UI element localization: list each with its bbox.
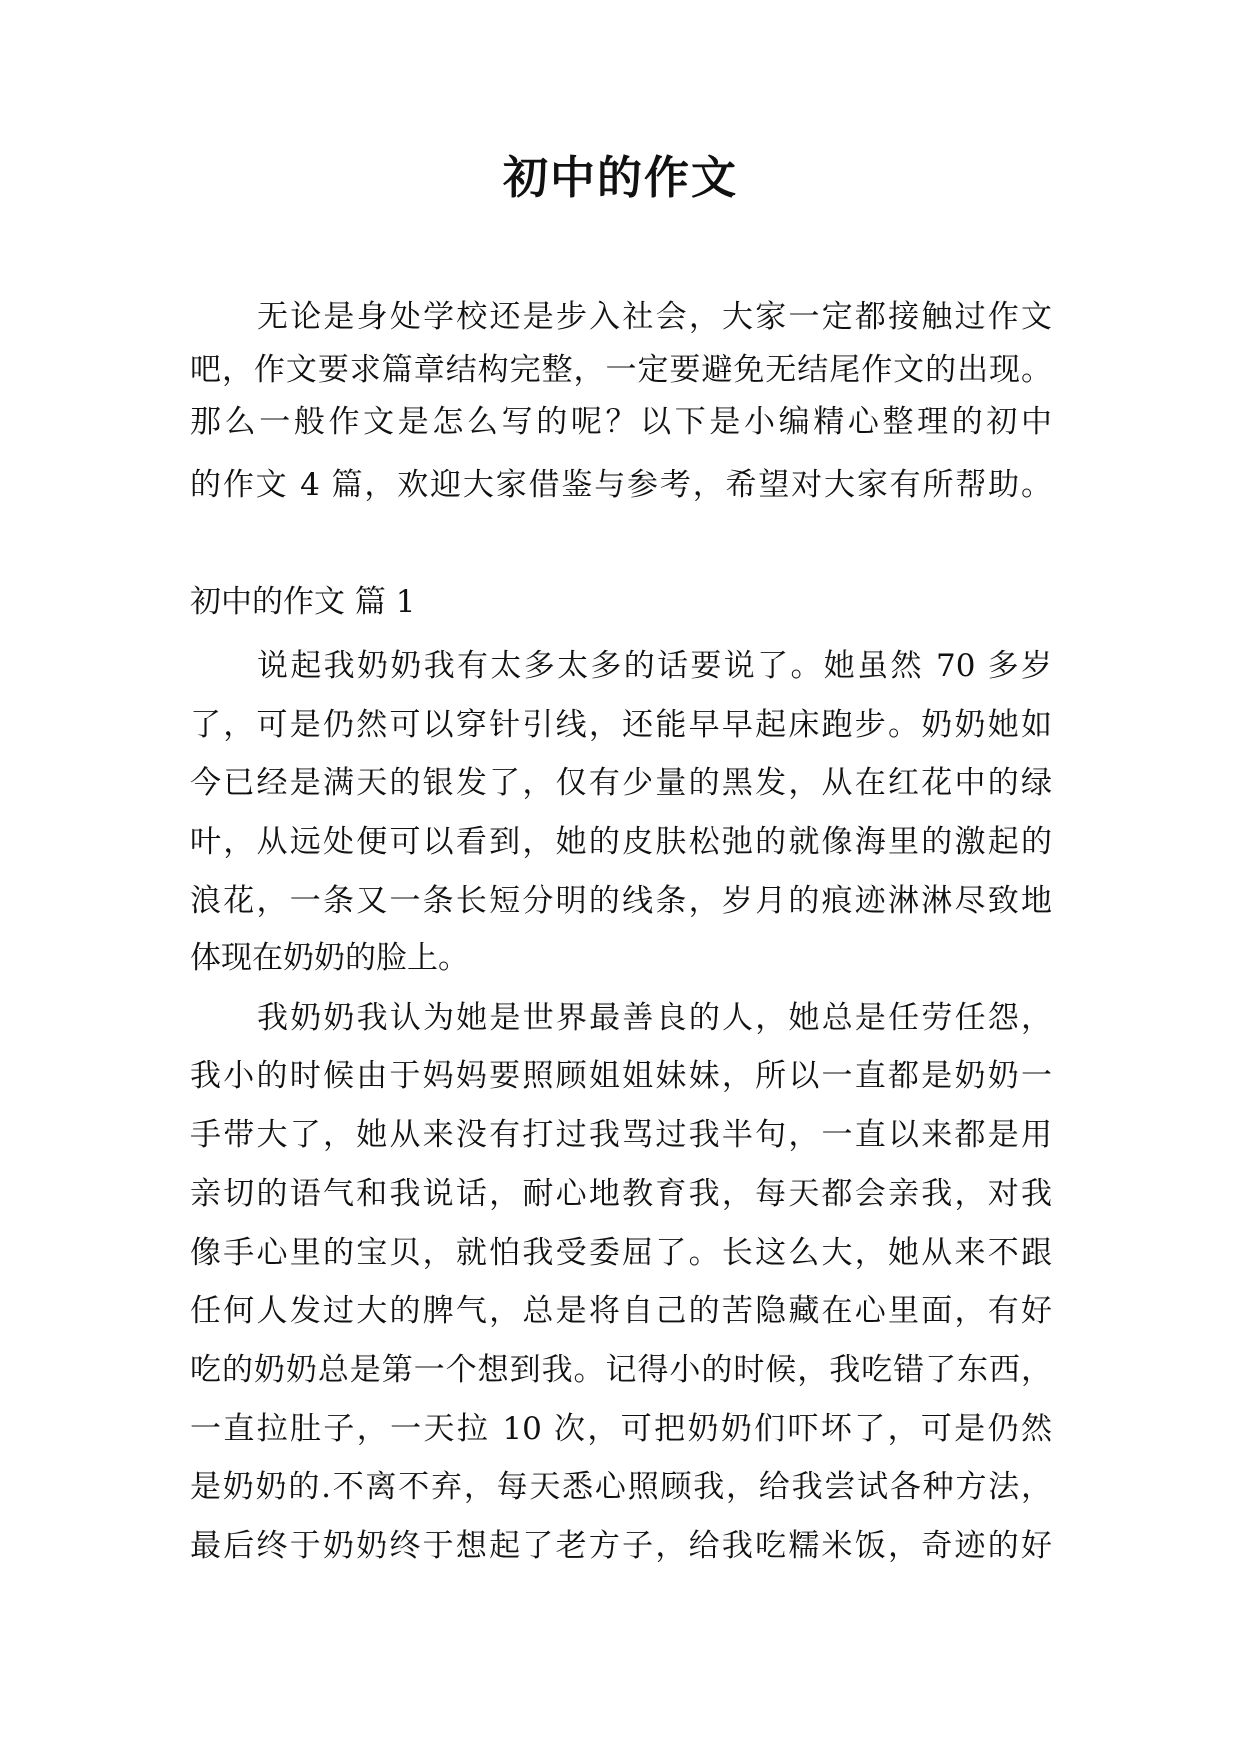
paragraph1-line-6: 体现在奶奶的脸上。 bbox=[190, 940, 469, 976]
intro-line-4: 的作文 4 篇，欢迎大家借鉴与参考，希望对大家有所帮助。 bbox=[190, 467, 1052, 503]
paragraph2-line-2: 我小的时候由于妈妈要照顾姐姐妹妹，所以一直都是奶奶一 bbox=[190, 1058, 1052, 1094]
intro-line-1: 无论是身处学校还是步入社会，大家一定都接触过作文 bbox=[257, 299, 1052, 335]
paragraph2-line-9: 是奶奶的.不离不弃，每天悉心照顾我，给我尝试各种方法， bbox=[190, 1469, 1052, 1505]
intro-line-2: 吧，作文要求篇章结构完整，一定要避免无结尾作文的出现。 bbox=[190, 352, 1052, 388]
paragraph2-line-6: 任何人发过大的脾气，总是将自己的苦隐藏在心里面，有好 bbox=[190, 1293, 1052, 1329]
section-heading: 初中的作文 篇 1 bbox=[190, 584, 416, 620]
paragraph1-line-5: 浪花，一条又一条长短分明的线条，岁月的痕迹淋淋尽致地 bbox=[190, 883, 1052, 919]
document-title: 初中的作文 bbox=[502, 151, 738, 204]
paragraph2-line-5: 像手心里的宝贝，就怕我受委屈了。长这么大，她从来不跟 bbox=[190, 1235, 1052, 1271]
paragraph2-line-8: 一直拉肚子，一天拉 10 次，可把奶奶们吓坏了，可是仍然 bbox=[190, 1411, 1052, 1447]
paragraph2-line-10: 最后终于奶奶终于想起了老方子，给我吃糯米饭，奇迹的好 bbox=[190, 1528, 1052, 1564]
paragraph2-line-7: 吃的奶奶总是第一个想到我。记得小的时候，我吃错了东西， bbox=[190, 1352, 1052, 1388]
intro-line-3: 那么一般作文是怎么写的呢？以下是小编精心整理的初中 bbox=[190, 404, 1052, 440]
paragraph1-line-1: 说起我奶奶我有太多太多的话要说了。她虽然 70 多岁 bbox=[257, 648, 1052, 684]
paragraph2-line-3: 手带大了，她从来没有打过我骂过我半句，一直以来都是用 bbox=[190, 1117, 1052, 1153]
paragraph2-line-4: 亲切的语气和我说话，耐心地教育我，每天都会亲我，对我 bbox=[190, 1176, 1052, 1212]
paragraph1-line-2: 了，可是仍然可以穿针引线，还能早早起床跑步。奶奶她如 bbox=[190, 707, 1052, 743]
paragraph2-line-1: 我奶奶我认为她是世界最善良的人，她总是任劳任怨， bbox=[257, 1000, 1052, 1036]
paragraph1-line-4: 叶，从远处便可以看到，她的皮肤松弛的就像海里的激起的 bbox=[190, 824, 1052, 860]
paragraph1-line-3: 今已经是满天的银发了，仅有少量的黑发，从在红花中的绿 bbox=[190, 765, 1052, 801]
